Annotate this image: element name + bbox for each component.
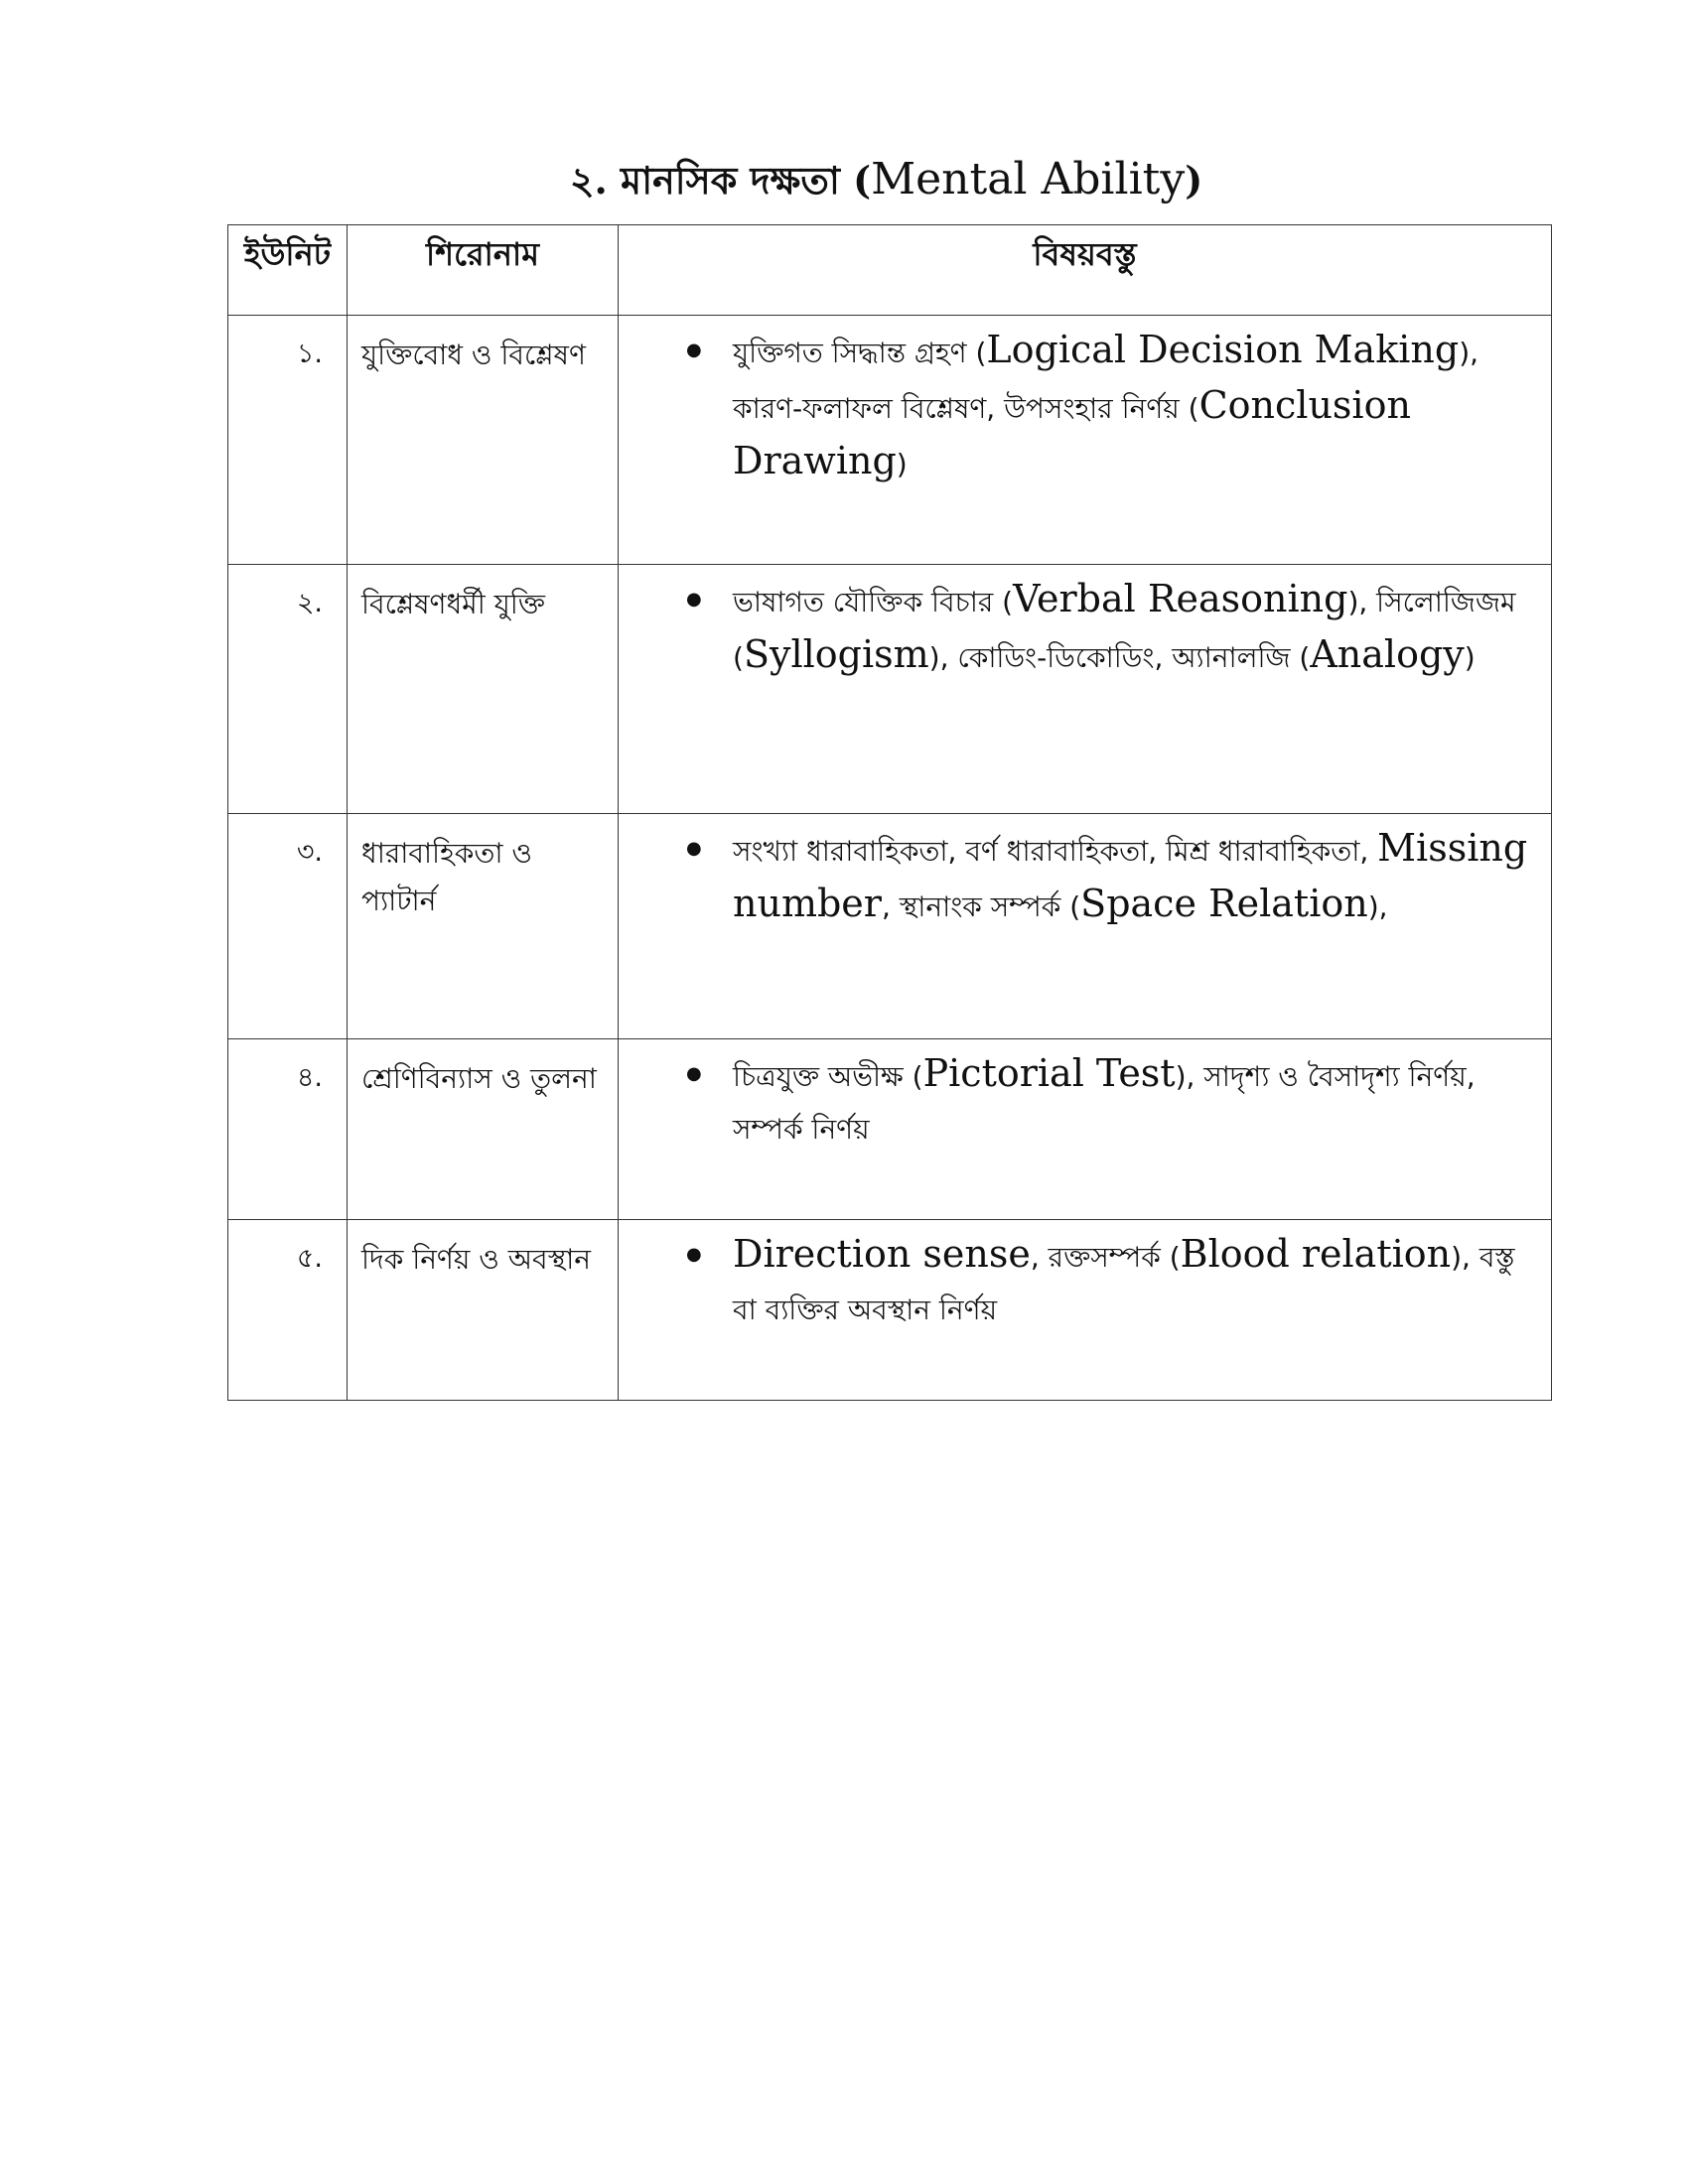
- table-row: [228, 1220, 1552, 1401]
- title-bengali: ২. মানসিক দক্ষতা (: [569, 158, 872, 204]
- content-english-term: Missing number: [733, 826, 1528, 925]
- content-list: [619, 324, 1533, 490]
- content-text: সংখ্যা ধারাবাহিকতা, বর্ণ ধারাবাহিকতা, মিশ্র ধারাবাহিকতা,: [733, 835, 1378, 868]
- content-text: ), কোডিং-ডিকোডিং, অ্যানালজি (: [928, 641, 1311, 674]
- unit-content: [619, 814, 1552, 1039]
- content-text: ): [1464, 641, 1476, 674]
- content-bullet-item: [619, 1228, 1533, 1336]
- unit-content: [619, 316, 1552, 565]
- unit-title: শ্রেণিবিন্যাস ও তুলনা: [348, 1039, 619, 1220]
- content-list: [619, 573, 1533, 684]
- content-english-term: Conclusion Drawing: [733, 383, 1411, 482]
- content-list: [619, 1047, 1533, 1156]
- content-list: [619, 1228, 1533, 1336]
- content-text: ভাষাগত যৌক্তিক বিচার (: [733, 586, 1014, 618]
- page-title: [0, 152, 1688, 215]
- content-text: ), বস্তু বা ব্যক্তির অবস্থান নির্ণয়: [733, 1241, 1515, 1326]
- header-title: শিরোনাম: [348, 225, 619, 316]
- content-bullet-item: [619, 324, 1533, 490]
- unit-title: ধারাবাহিকতা ও প্যাটার্ন: [348, 814, 619, 1039]
- unit-title: যুক্তিবোধ ও বিশ্লেষণ: [348, 316, 619, 565]
- header-unit: ইউনিট: [228, 225, 348, 316]
- table-row: [228, 814, 1552, 1039]
- unit-number: ৪.: [228, 1039, 348, 1220]
- content-bullet-item: [619, 1047, 1533, 1156]
- header-content: বিষয়বস্তু: [619, 225, 1552, 316]
- unit-content: [619, 1039, 1552, 1220]
- content-text: ), সিলোজিজম (: [733, 586, 1516, 674]
- content-text: , রক্তসম্পর্ক (: [1030, 1241, 1181, 1274]
- unit-number: ১.: [228, 316, 348, 565]
- content-text: ), সাদৃশ্য ও বৈসাদৃশ্য নির্ণয়, সম্পর্ক নির্ণয়: [733, 1060, 1476, 1146]
- content-text: যুক্তিগত সিদ্ধান্ত গ্রহণ (: [733, 337, 987, 369]
- content-text: , স্থানাংক সম্পর্ক (: [881, 890, 1081, 923]
- unit-number: ৩.: [228, 814, 348, 1039]
- content-english-term: Space Relation: [1080, 882, 1368, 925]
- content-text: ),: [1367, 890, 1388, 923]
- unit-number: ৫.: [228, 1220, 348, 1401]
- content-bullet-item: [619, 822, 1533, 933]
- table-row: [228, 316, 1552, 565]
- table-header-row: [228, 225, 1552, 316]
- unit-content: [619, 1220, 1552, 1401]
- content-english-term: Direction sense: [733, 1232, 1031, 1276]
- title-close: ): [1185, 158, 1203, 204]
- content-english-term: Blood relation: [1180, 1232, 1452, 1276]
- unit-title: দিক নির্ণয় ও অবস্থান: [348, 1220, 619, 1401]
- unit-title: বিশ্লেষণধর্মী যুক্তি: [348, 565, 619, 814]
- table-row: [228, 565, 1552, 814]
- content-list: [619, 822, 1533, 933]
- content-english-term: Logical Decision Making: [986, 328, 1460, 371]
- content-bullet-item: [619, 573, 1533, 684]
- content-english-term: Analogy: [1310, 632, 1465, 676]
- content-english-term: Verbal Reasoning: [1013, 577, 1348, 620]
- content-text: ): [896, 448, 908, 480]
- content-english-term: Syllogism: [743, 632, 929, 676]
- unit-number: ২.: [228, 565, 348, 814]
- content-text: চিত্রযুক্ত অভীক্ষ (: [733, 1060, 923, 1093]
- content-english-term: Pictorial Test: [922, 1051, 1176, 1095]
- title-english: Mental Ability: [871, 154, 1186, 205]
- unit-content: [619, 565, 1552, 814]
- syllabus-table: [227, 224, 1552, 1401]
- content-text: ), কারণ-ফলাফল বিশ্লেষণ, উপসংহার নির্ণয় (: [733, 337, 1479, 425]
- table-row: [228, 1039, 1552, 1220]
